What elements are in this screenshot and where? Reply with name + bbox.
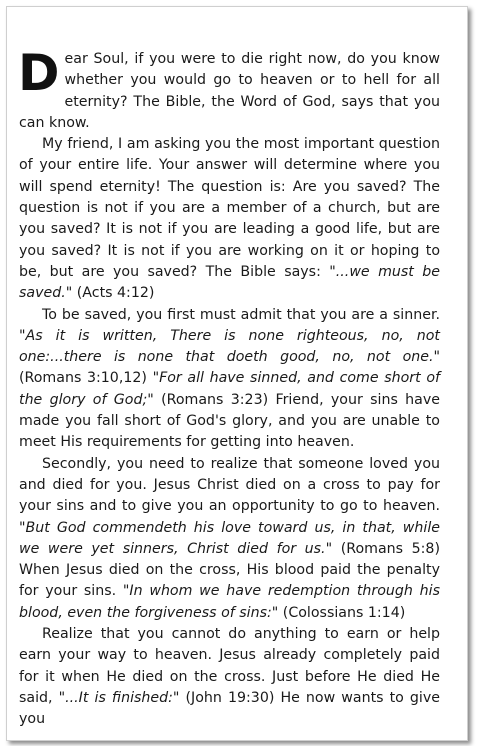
scripture-reference: (Acts 4:12) xyxy=(72,285,155,302)
scripture-quote: "...we must be saved." xyxy=(19,263,440,302)
paragraph-love xyxy=(19,454,440,624)
drop-cap: D xyxy=(18,44,60,102)
scripture-reference: (John 19:30) He now wants to give you xyxy=(19,689,440,728)
paragraph-question xyxy=(19,134,440,304)
scripture-reference: (Colossians 1:14) xyxy=(278,604,406,621)
scripture-quote: "As it is written, There is none righteous, no, not one:...there is none that doeth good, no, not one." xyxy=(19,327,440,366)
document-page xyxy=(6,6,468,741)
paragraph-finished xyxy=(19,624,440,730)
paragraph-sinner xyxy=(19,305,440,454)
scripture-quote: "In whom we have redemption through his blood, even the forgiveness of sins:" xyxy=(19,583,440,621)
paragraph-text: To be saved, you first must admit that you are a sinner. xyxy=(42,306,440,323)
paragraph-text: Realize that you cannot do anything to earn or help earn your way to heaven. Jesus already completely paid for it when He died on the cross. Just before He died He said, xyxy=(19,626,440,706)
tract-body xyxy=(18,44,440,731)
scripture-reference: (Romans 3:10,12) xyxy=(19,370,153,387)
paragraph-text: My friend, I am asking you the most important question of your entire life. Your answer will determine where you will spend eternity! The question is: Are you saved? The question is not if you are a member of a church, but are you saved? It is not if you are leading a good life, but are you saved? It is not if you are working on it or hoping to be, but are you saved? The Bible says: xyxy=(19,136,440,280)
scripture-quote: "For all have sinned, and come short of the glory of God;" xyxy=(19,370,440,408)
scripture-reference: (Romans 3:23) Friend, your sins have made you fall short of God's glory, and you are unable to meet His requirements for getting into heaven. xyxy=(19,391,440,451)
paragraph-text: Secondly, you need to realize that someone loved you and died for you. Jesus Christ died on a cross to pay for your sins and to give you an opportunity to go to heaven. xyxy=(19,455,440,515)
paragraph-intro xyxy=(18,44,440,134)
scripture-quote: "But God commendeth his love toward us, in that, while we were yet sinners, Christ died for us." xyxy=(19,519,440,557)
scripture-reference: (Romans 5:8) When Jesus died on the cross, His blood paid the penalty for your sins. xyxy=(19,540,440,600)
scripture-quote: "...It is finished:" xyxy=(58,689,180,706)
paragraph-text: ear Soul, if you were to die right now, do you know whether you would go to heaven or to hell for all eternity? The Bible, the Word of God, says that you can know. xyxy=(19,51,440,131)
